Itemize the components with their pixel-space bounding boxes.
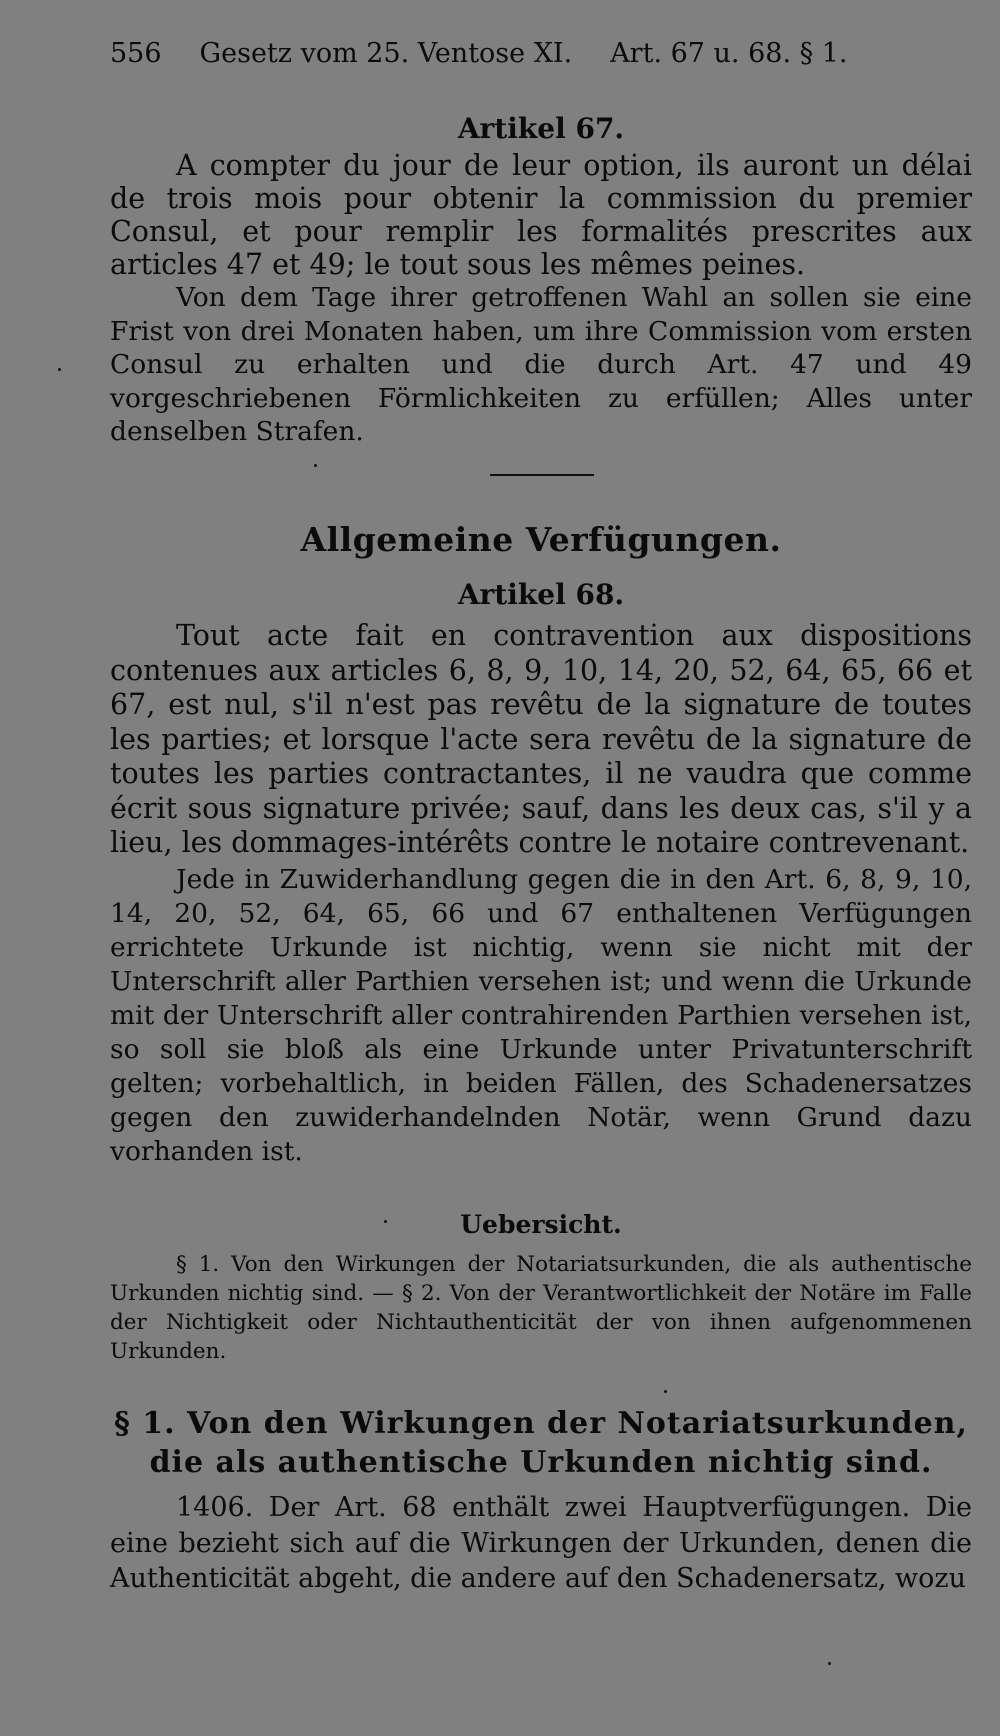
article-67-french-text: A compter du jour de leur option, ils auront un délai de trois mois pour obtenir la commission du premier Consul, et pour remplir les formalités prescrites aux articles 47 et 49; le tout sous les mêmes peines.	[110, 149, 972, 281]
overview-text: § 1. Von den Wirkungen der Notariatsurkunden, die als authentische Urkunden nichtig sind. — § 2. Von der Verantwortlichkeit der Notäre im Falle der Nichtigkeit oder Nichtauthenticität der von ihnen aufgenommenen Urkunden.	[110, 1252, 972, 1364]
article-67	[110, 112, 972, 449]
article-68	[110, 578, 972, 1169]
page-number: 556	[110, 38, 162, 69]
article-68-heading: Artikel 68.	[457, 578, 625, 611]
article-68-french-text: Tout acte fait en contravention aux dispositions contenues aux articles 6, 8, 9, 10, 14, 20, 52, 64, 65, 66 et 67, est nul, s'il n'est pas revêtu de la signature de toutes les parties; et lorsque l'acte sera revêtu de la signature de toutes les parties contractantes, il ne vaudra que comme écrit sous signature privée; sauf, dans les deux cas, s'il y a lieu, les dommages-intérêts contre le notaire contrevenant.	[110, 619, 972, 859]
section-title: Allgemeine Verfügungen.	[300, 520, 782, 559]
running-title: Gesetz vom 25. Ventose XI.	[199, 38, 573, 69]
print-speck	[664, 1390, 667, 1393]
overview-title: Uebersicht.	[460, 1210, 622, 1239]
article-68-german-text: Jede in Zuwiderhandlung gegen die in den Art. 6, 8, 9, 10, 14, 20, 52, 64, 65, 66 und 67 enthaltenen Verfügungen errichtete Urkunde ist nichtig, wenn sie nicht mit der Unterschrift aller Parthien versehen ist; und wenn die Urkunde mit der Unterschrift aller contrahirenden Parthien versehen ist, so soll sie bloß als eine Urkunde unter Privatunterschrift gelten; vorbehaltlich, in beiden Fällen, des Schadenersatzes gegen den zuwiderhandelnden Notär, wenn Grund dazu vorhanden ist.	[110, 863, 972, 1167]
paragraph-1406-text: 1406. Der Art. 68 enthält zwei Hauptverfügungen. Die eine bezieht sich auf die Wirkungen der Urkunden, denen die Authenticität abgeht, die andere auf den Schadenersatz, wozu	[110, 1492, 972, 1594]
section-divider	[490, 474, 594, 476]
print-speck	[384, 1220, 387, 1223]
print-speck	[58, 368, 61, 371]
article-reference: Art. 67 u. 68. § 1.	[610, 38, 848, 69]
print-speck	[314, 464, 317, 467]
running-header	[110, 38, 890, 69]
article-67-german-text: Von dem Tage ihrer getroffenen Wahl an sollen sie eine Frist von drei Monaten haben, um ihre Commission vom ersten Consul zu erhalten und die durch Art. 47 und 49 vorgeschriebenen Förmlichkeiten zu erfüllen; Alles unter denselben Strafen.	[110, 282, 972, 447]
paragraph-1-title: § 1. Von den Wirkungen der Notariatsurkunden, die als authentische Urkunden nichtig sind.	[114, 1406, 968, 1480]
article-67-heading: Artikel 67.	[457, 112, 625, 145]
print-speck	[828, 1662, 831, 1665]
